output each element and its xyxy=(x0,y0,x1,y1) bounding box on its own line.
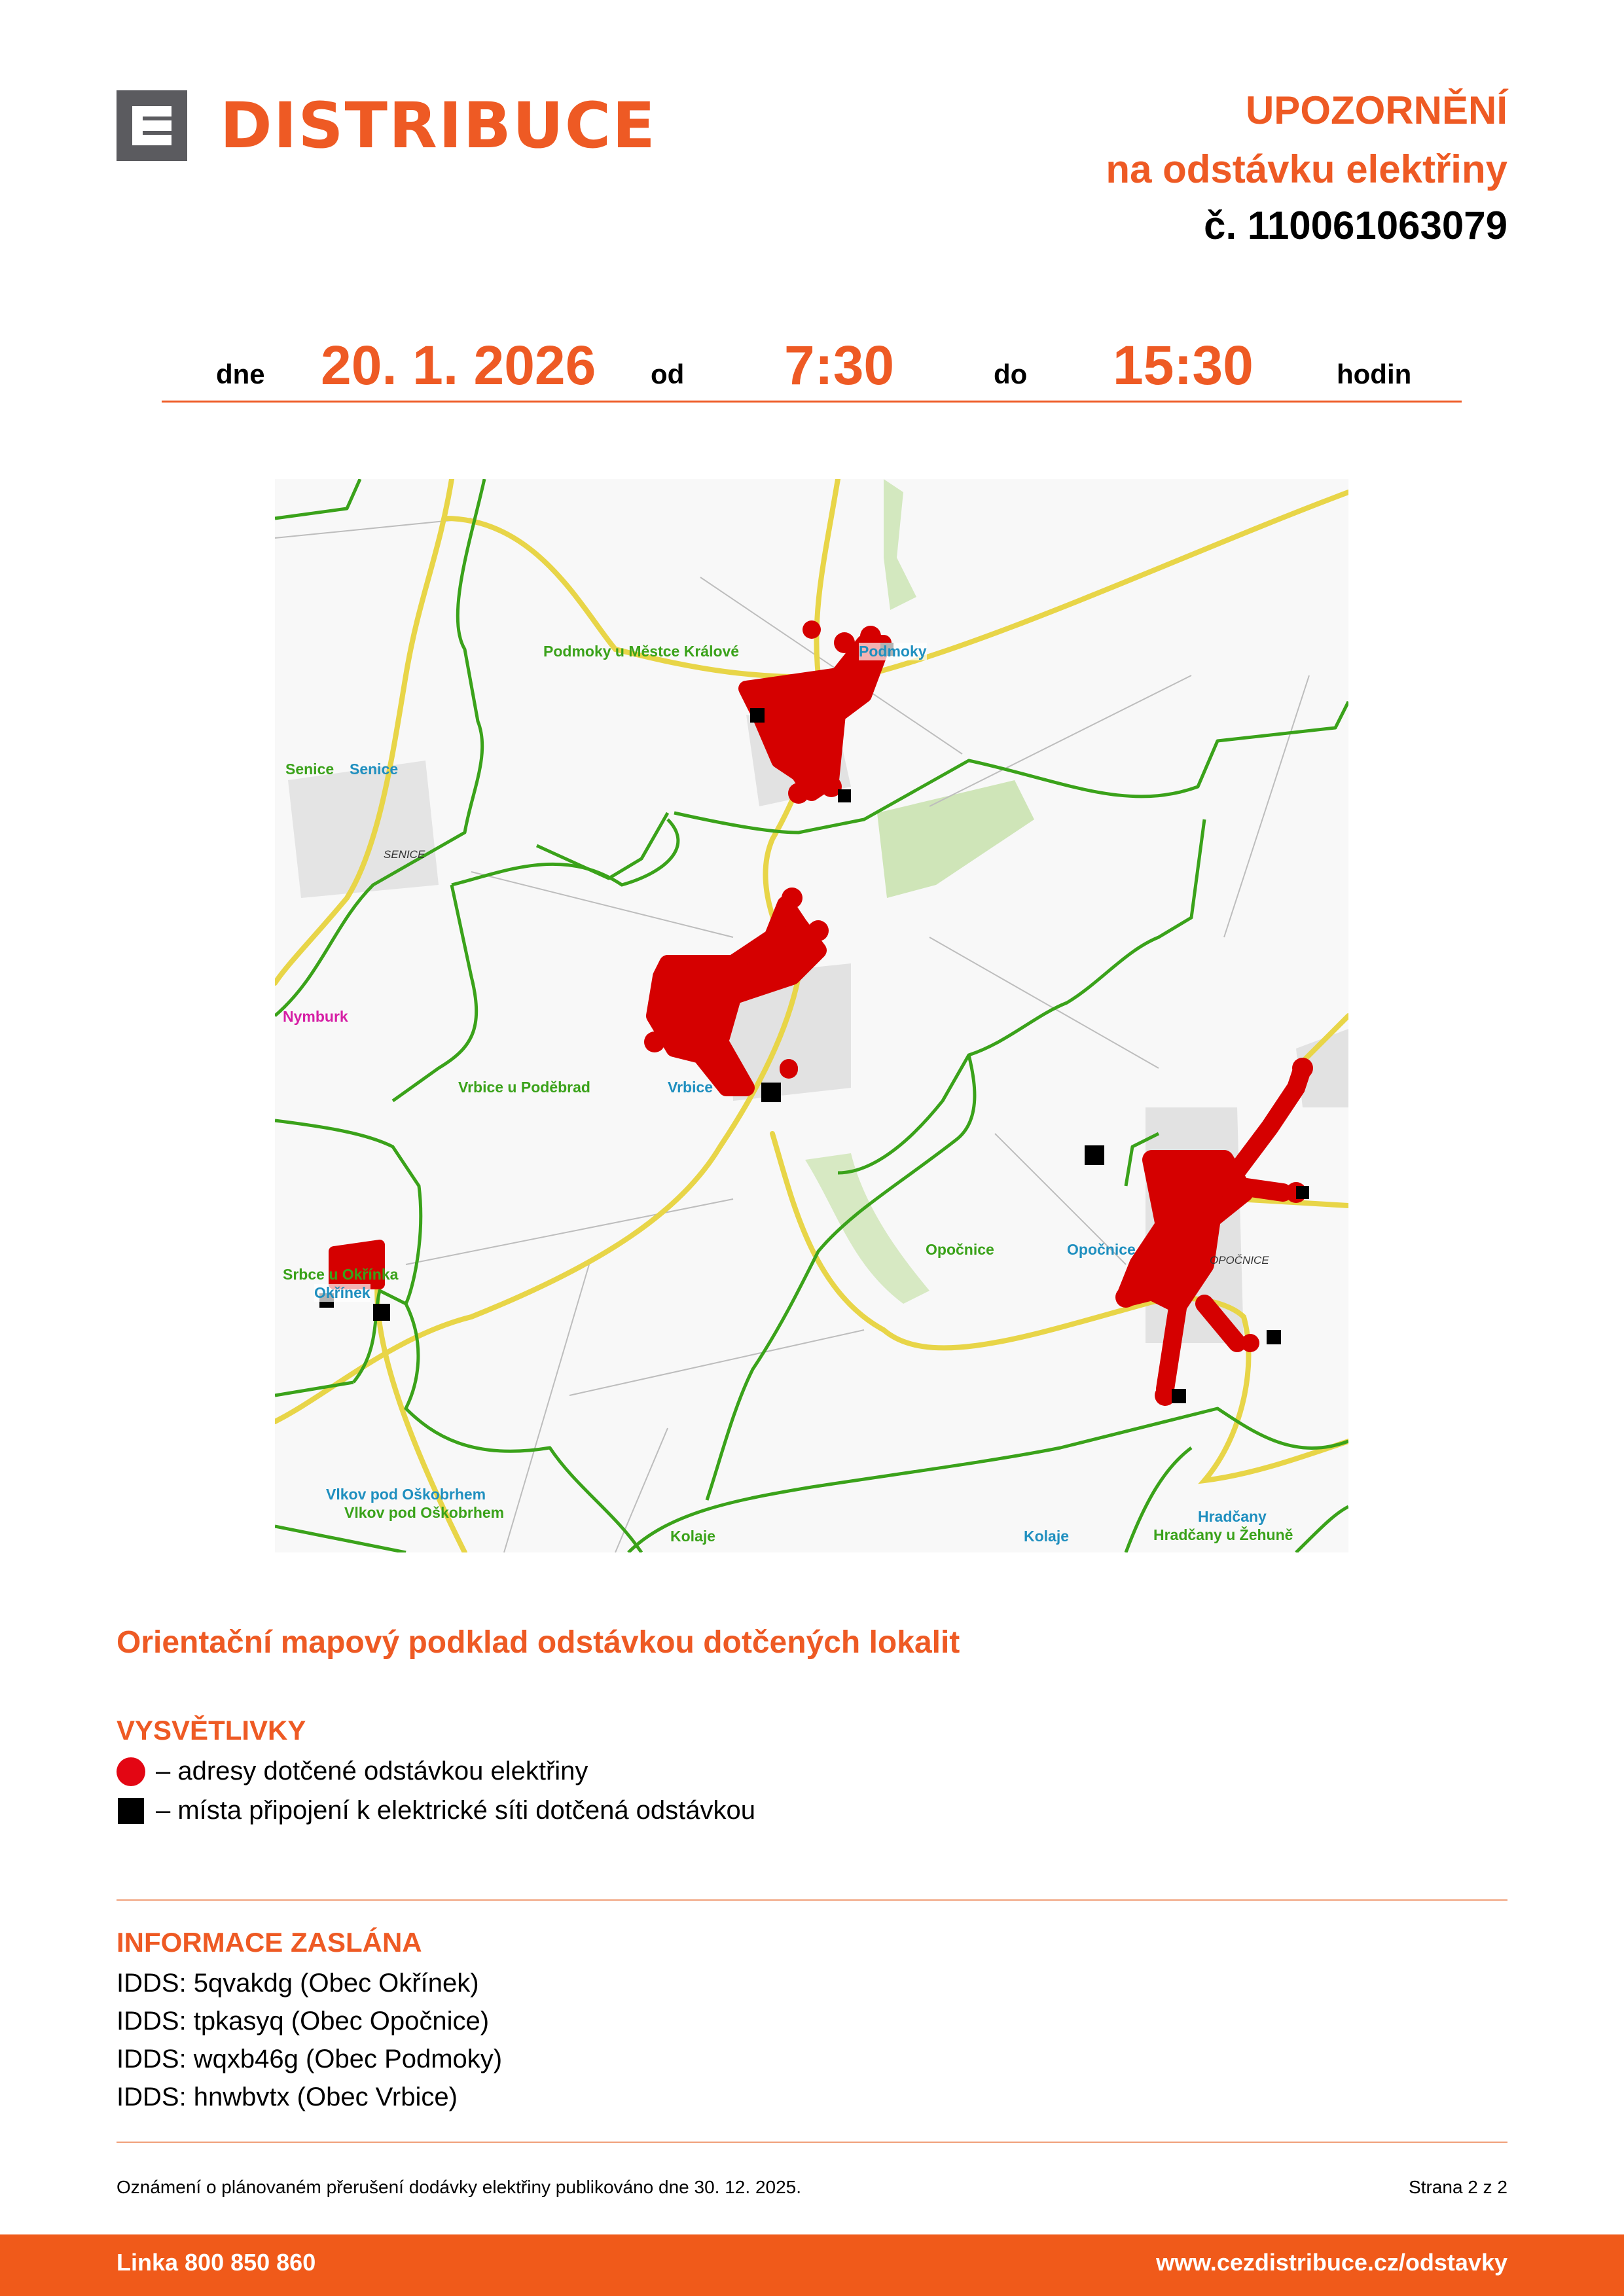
map-label-senice: Senice xyxy=(350,761,399,778)
legend-item-connections xyxy=(117,1796,755,1825)
map-label-opocnice: Opočnice xyxy=(1067,1241,1136,1258)
info-line: IDDS: 5qvakdg (Obec Okřínek) xyxy=(117,1969,479,1998)
legend-item-addresses xyxy=(117,1757,588,1786)
map-label-vrbice: Vrbice xyxy=(668,1079,713,1096)
notice-number: č. 110061063079 xyxy=(1204,204,1507,247)
map-label-opocnice-cadastral: Opočnice xyxy=(926,1241,994,1258)
section-divider xyxy=(117,1899,1507,1901)
outage-date: 20. 1. 2026 xyxy=(321,334,596,396)
map-label-hradcany-u-zehune: Hradčany u Žehuně xyxy=(1153,1526,1293,1543)
info-line: IDDS: wqxb46g (Obec Podmoky) xyxy=(117,2045,503,2073)
schedule-divider xyxy=(162,401,1462,403)
from-label: od xyxy=(651,359,685,389)
black-square-icon xyxy=(118,1798,144,1824)
section-divider xyxy=(117,2142,1507,2143)
hours-label: hodin xyxy=(1337,359,1412,389)
to-label: do xyxy=(994,359,1028,389)
publication-notice: Oznámení o plánovaném přerušení dodávky elektřiny publikováno dne 30. 12. 2025. xyxy=(117,2177,802,2197)
map-label-kolaje-cadastral: Kolaje xyxy=(670,1528,716,1545)
map-label-senice-town: SENICE xyxy=(384,848,425,861)
legend-item-label: – adresy dotčené odstávkou elektřiny xyxy=(156,1757,588,1785)
outage-end-time: 15:30 xyxy=(1113,334,1254,396)
info-title: INFORMACE ZASLÁNA xyxy=(117,1927,422,1958)
info-line: IDDS: hnwbvtx (Obec Vrbice) xyxy=(117,2083,458,2111)
builtup-area xyxy=(288,761,439,898)
map-label-podmoky: Podmoky xyxy=(859,643,927,660)
legend-item-label: – místa připojení k elektrické síti dotčená odstávkou xyxy=(156,1796,756,1825)
date-label: dne xyxy=(216,359,265,389)
map-label-kolaje: Kolaje xyxy=(1024,1528,1070,1545)
company-logo-text: DISTRIBUCE xyxy=(220,89,657,162)
red-dot-icon xyxy=(117,1757,145,1786)
map-label-hradcany: Hradčany xyxy=(1198,1508,1267,1525)
map-label-senice-cadastral: Senice xyxy=(285,761,334,778)
info-line: IDDS: tpkasyq (Obec Opočnice) xyxy=(117,2007,490,2036)
map-label-vlkov: Vlkov pod Oškobrhem xyxy=(326,1486,486,1503)
map-caption: Orientační mapový podklad odstávkou dotčených lokalit xyxy=(117,1625,960,1660)
map-label-podmoky-u-mestce: Podmoky u Městce Králové xyxy=(543,643,740,660)
map-label-srbce: Srbce u Okřínka xyxy=(283,1266,399,1283)
footer-phone: Linka 800 850 860 xyxy=(117,2249,316,2276)
cez-logo-icon xyxy=(117,90,187,161)
notice-heading: UPOZORNĚNÍ xyxy=(1245,88,1507,132)
outage-start-time: 7:30 xyxy=(784,334,895,396)
map-label-vrbice-u-podebrad: Vrbice u Poděbrad xyxy=(458,1079,590,1096)
outage-map xyxy=(275,479,1348,1552)
notice-subheading: na odstávku elektřiny xyxy=(1106,147,1507,191)
map-label-vlkov-cadastral: Vlkov pod Oškobrhem xyxy=(344,1504,505,1521)
outage-map-canvas xyxy=(275,479,1348,1552)
footer-link[interactable]: www.cezdistribuce.cz/odstavky xyxy=(1156,2249,1507,2276)
map-label-nymburk: Nymburk xyxy=(283,1008,348,1025)
map-label-opocnice-town: OPOČNICE xyxy=(1210,1254,1269,1266)
legend-title: VYSVĚTLIVKY xyxy=(117,1715,306,1746)
page-number: Strana 2 z 2 xyxy=(1409,2177,1507,2197)
map-label-okrinek: Okřínek xyxy=(314,1284,370,1301)
